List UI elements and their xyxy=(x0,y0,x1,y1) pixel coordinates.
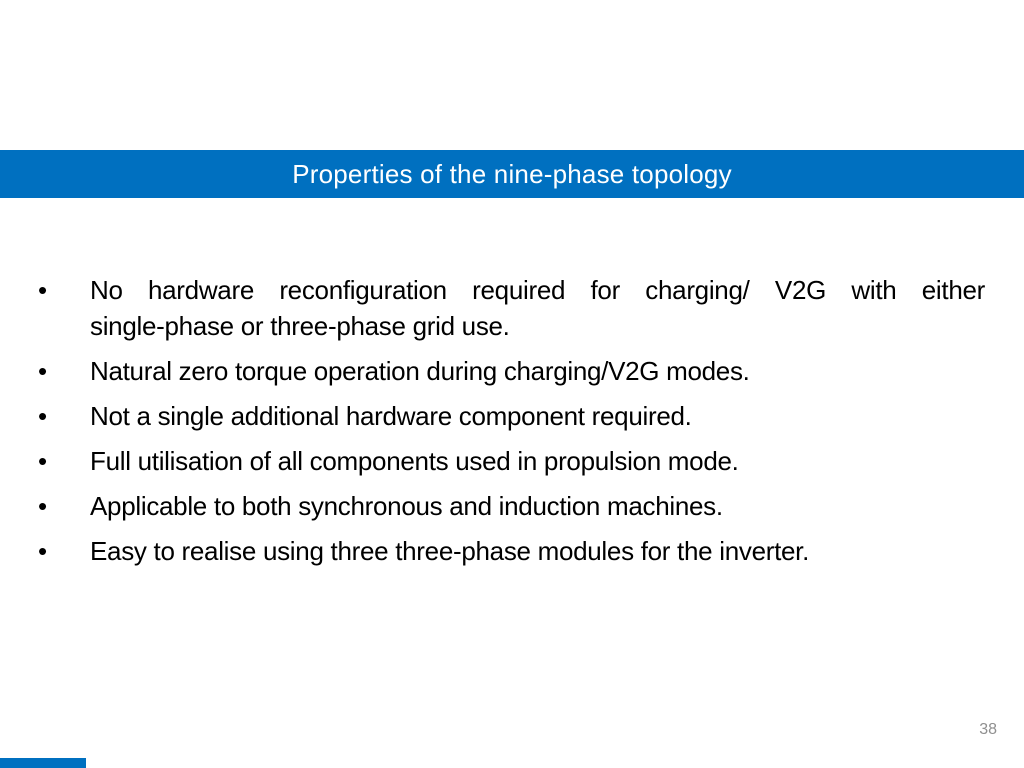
bullet-text-line: single-phase or three-phase grid use. xyxy=(90,311,510,341)
page-number: 38 xyxy=(979,721,997,738)
bullet-icon: • xyxy=(38,275,47,305)
bullet-item xyxy=(38,353,985,389)
bullet-text-line: Applicable to both synchronous and induction machines. xyxy=(90,491,723,521)
bullet-text-line: Easy to realise using three three-phase modules for the inverter. xyxy=(90,536,810,566)
bullet-item xyxy=(38,398,985,434)
bullet-icon: • xyxy=(38,491,47,521)
bullet-item xyxy=(38,272,985,344)
bullet-icon: • xyxy=(38,446,47,476)
bullet-icon: • xyxy=(38,401,47,431)
bullet-text-line: Not a single additional hardware component required. xyxy=(90,401,692,431)
bullet-text xyxy=(90,443,985,479)
bullet-item xyxy=(38,488,985,524)
bullet-text xyxy=(90,488,985,524)
slide-title: Properties of the nine-phase topology xyxy=(292,158,732,189)
bullet-item xyxy=(38,443,985,479)
bottom-accent-bar xyxy=(0,758,86,768)
bullet-text xyxy=(90,353,985,389)
bullet-text xyxy=(90,272,985,344)
bullet-text-line: Full utilisation of all components used in propulsion mode. xyxy=(90,446,739,476)
bullet-text-line: Natural zero torque operation during charging/V2G modes. xyxy=(90,356,750,386)
bullet-icon: • xyxy=(38,536,47,566)
bullet-item xyxy=(38,533,985,569)
bullet-text xyxy=(90,398,985,434)
bullet-icon: • xyxy=(38,356,47,386)
bullet-text-line: No hardware reconfiguration required for charging/ V2G with either xyxy=(90,275,985,305)
slide-title-bar xyxy=(0,150,1024,198)
bullet-list xyxy=(38,272,985,578)
bullet-text xyxy=(90,533,985,569)
